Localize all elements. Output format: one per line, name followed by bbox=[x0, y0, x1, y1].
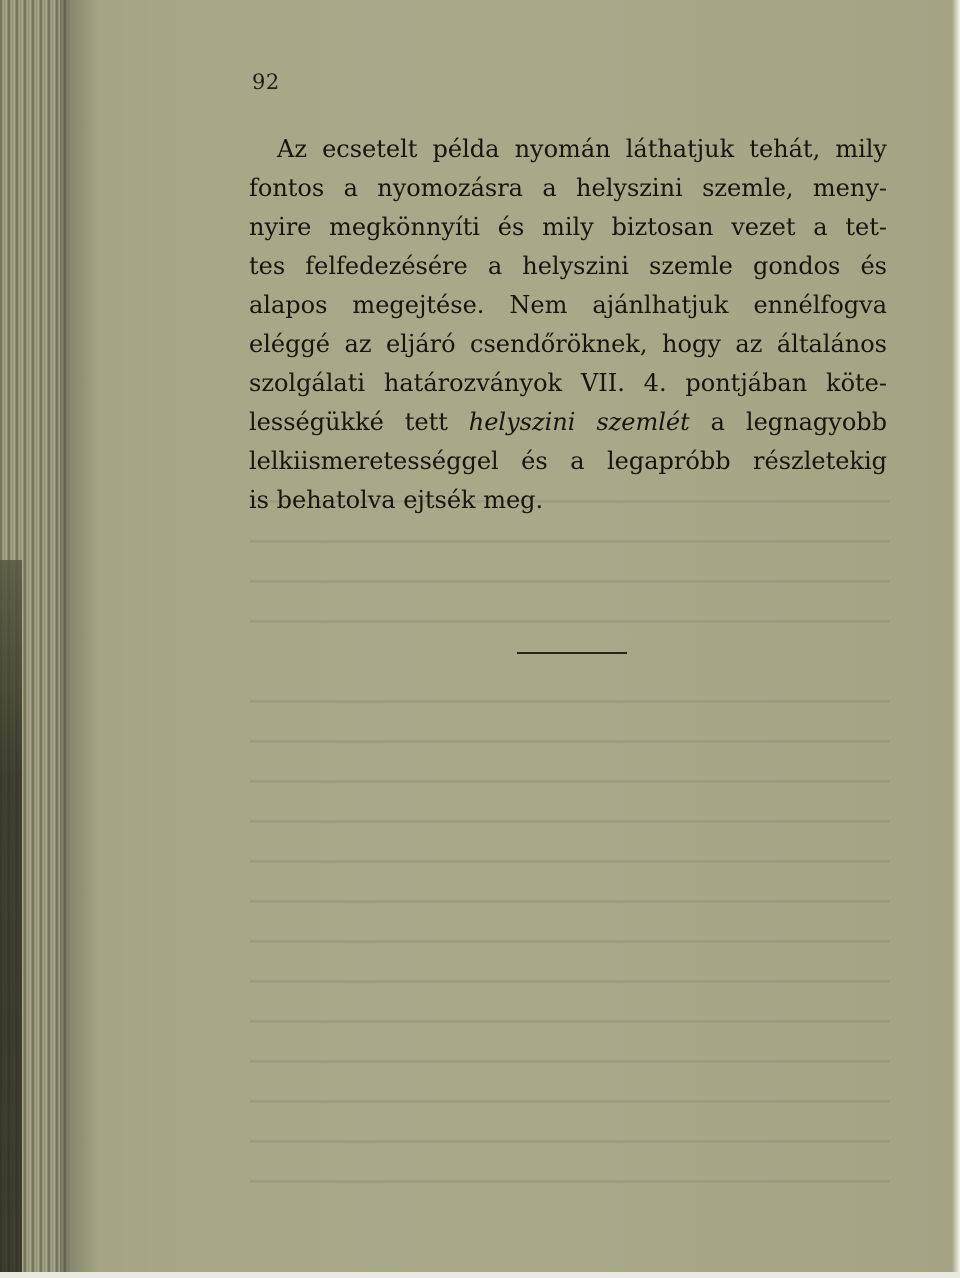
gutter-shadow bbox=[60, 0, 100, 1278]
show-through-line bbox=[250, 1100, 890, 1103]
body-paragraph bbox=[249, 130, 887, 520]
text-line: nyire megkönnyíti és mily biztosan vezet a tet- bbox=[249, 213, 887, 241]
show-through-line bbox=[250, 1180, 890, 1183]
text-line: eléggé az eljáró csendőröknek, hogy az általános bbox=[249, 330, 887, 358]
text-line: alapos megejtése. Nem ajánlhatjuk ennélfogva bbox=[249, 291, 887, 319]
show-through-line bbox=[250, 580, 890, 583]
text-line: fontos a nyomozásra a helyszini szemle, meny- bbox=[249, 174, 887, 202]
text-line: szolgálati határozványok VII. 4. pontjában köte- bbox=[249, 369, 887, 397]
show-through-line bbox=[250, 740, 890, 743]
text-line: tes felfedezésére a helyszini szemle gondos és bbox=[249, 252, 887, 280]
show-through-line bbox=[250, 1140, 890, 1143]
text-line bbox=[249, 403, 887, 442]
page-edge-bottom bbox=[0, 1272, 960, 1278]
emphasized-term: helyszini szemlét bbox=[468, 408, 690, 436]
show-through-line bbox=[250, 540, 890, 543]
show-through-line bbox=[250, 860, 890, 863]
show-through-line bbox=[250, 980, 890, 983]
binding-shadow bbox=[0, 560, 22, 1278]
show-through-line bbox=[250, 700, 890, 703]
text-segment: a legnagyobb bbox=[689, 408, 887, 436]
show-through-line bbox=[250, 1060, 890, 1063]
text-line: Az ecsetelt példa nyomán láthatjuk tehát, mily bbox=[277, 135, 887, 163]
show-through-line bbox=[250, 780, 890, 783]
show-through-line bbox=[250, 620, 890, 623]
text-segment: lességükké tett bbox=[249, 408, 469, 436]
show-through-line bbox=[250, 900, 890, 903]
section-divider bbox=[517, 652, 627, 654]
show-through-line bbox=[250, 940, 890, 943]
show-through-line bbox=[250, 1020, 890, 1023]
text-line: lelkiismeretességgel és a legapróbb részletekig bbox=[249, 447, 887, 475]
page-number: 92 bbox=[252, 70, 280, 94]
text-line: is behatolva ejtsék meg. bbox=[249, 486, 544, 514]
show-through-line bbox=[250, 820, 890, 823]
page-edge-right bbox=[952, 0, 960, 1278]
